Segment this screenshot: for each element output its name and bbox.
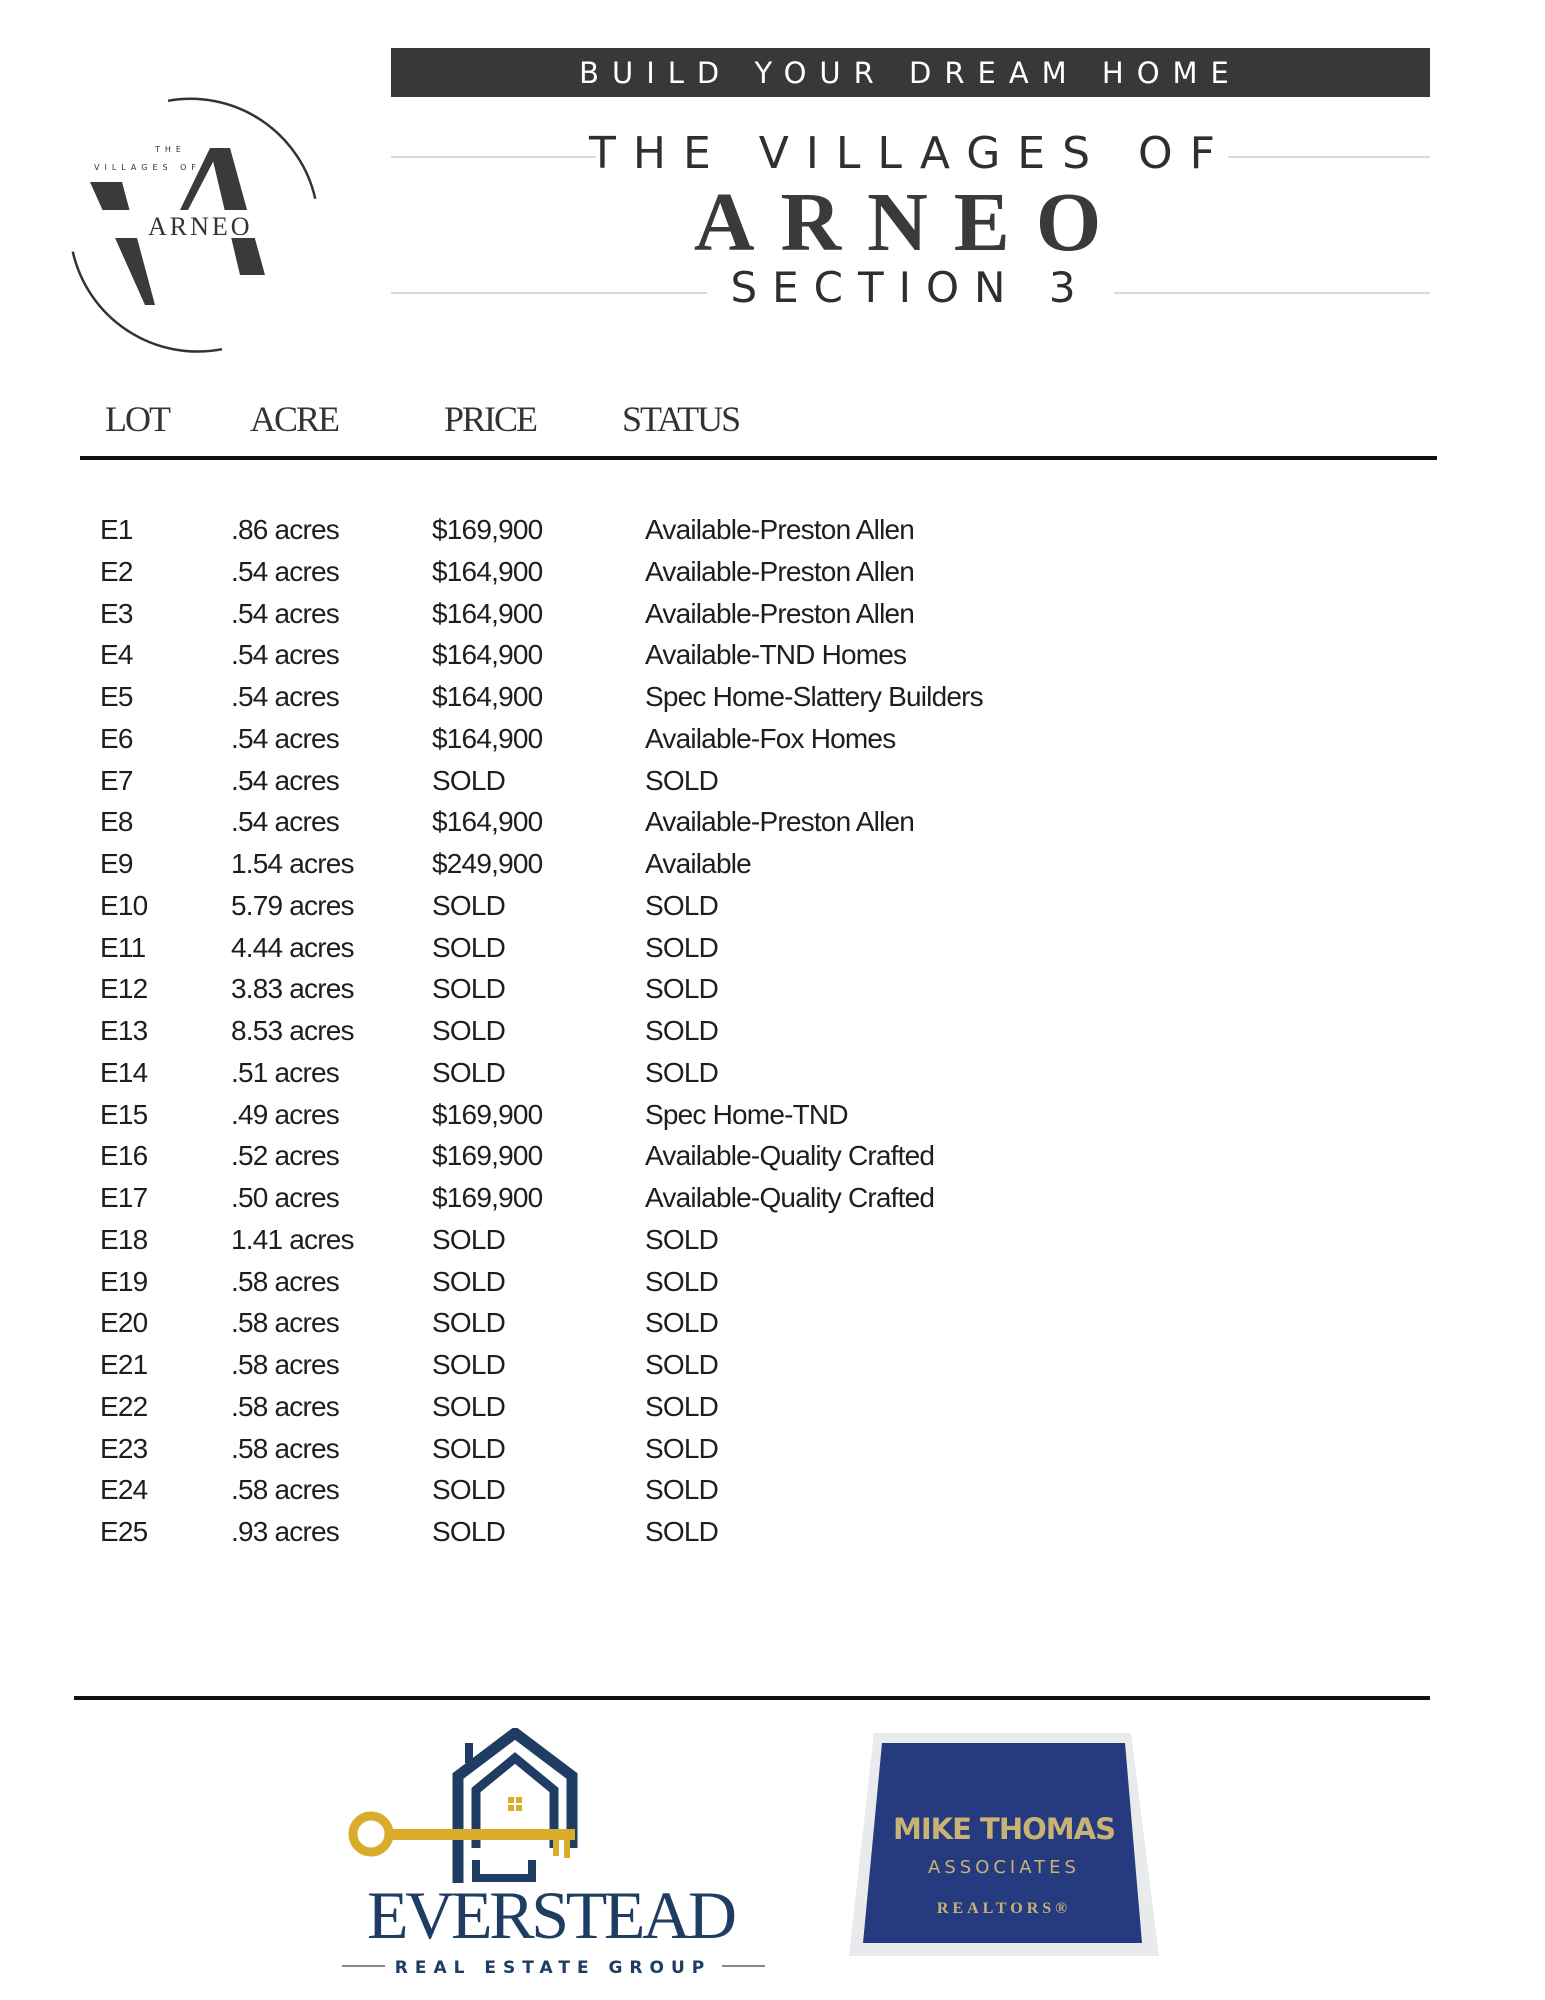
mike-thomas-logo [849, 1733, 1159, 1958]
table-row [0, 681, 1545, 721]
lot-cell: E20 [100, 1307, 148, 1339]
price-cell: SOLD [432, 973, 506, 1005]
lot-cell: E14 [100, 1056, 148, 1088]
price-cell: SOLD [432, 1516, 506, 1547]
table-row [0, 514, 1545, 554]
status-cell: Available-Quality Crafted [645, 1140, 935, 1172]
status-cell: Spec Home-Slattery Builders [645, 681, 983, 712]
lot-cell: E4 [100, 639, 133, 671]
table-row [0, 806, 1545, 846]
price-cell: $169,900 [432, 1140, 543, 1172]
table-row [0, 932, 1545, 972]
lot-cell: E19 [100, 1265, 148, 1297]
price-cell: $164,900 [432, 722, 543, 754]
header-price: PRICE [444, 399, 537, 439]
header-rule [80, 456, 1437, 460]
table-row [0, 1307, 1545, 1347]
table-row [0, 1516, 1545, 1556]
lot-cell: E12 [100, 973, 148, 1005]
price-cell: $164,900 [432, 681, 543, 712]
banner-tagline: BUILD YOUR DREAM HOME [391, 48, 1430, 97]
table-row [0, 639, 1545, 679]
price-cell: SOLD [432, 1349, 506, 1380]
price-cell: SOLD [432, 1307, 506, 1339]
table-row [0, 556, 1545, 596]
table-row [0, 1266, 1545, 1306]
status-cell: SOLD [645, 1390, 719, 1422]
lot-cell: E21 [100, 1349, 148, 1380]
status-cell: Available-Preston Allen [645, 555, 915, 587]
price-cell: $164,900 [432, 555, 543, 587]
lot-cell: E9 [100, 848, 133, 879]
acre-cell: 1.54 acres [231, 848, 354, 879]
acre-cell: .58 acres [231, 1390, 339, 1422]
price-cell: SOLD [432, 764, 506, 796]
lot-cell: E2 [100, 555, 133, 587]
lot-cell: E13 [100, 1015, 148, 1046]
lot-cell: E1 [100, 514, 133, 545]
price-cell: SOLD [432, 1390, 506, 1422]
acre-cell: .54 acres [231, 639, 339, 671]
lot-cell: E18 [100, 1223, 148, 1255]
status-cell: SOLD [645, 1265, 719, 1297]
status-cell: SOLD [645, 1307, 719, 1339]
acre-cell: .49 acres [231, 1098, 339, 1130]
lot-cell: E22 [100, 1390, 148, 1422]
mike-thomas-realtors: REALTORS® [936, 1900, 1072, 1917]
status-cell: Available-Preston Allen [645, 597, 915, 629]
price-cell: SOLD [432, 1474, 506, 1506]
acre-cell: .58 acres [231, 1265, 339, 1297]
acre-cell: 5.79 acres [231, 889, 354, 921]
lot-cell: E11 [100, 931, 146, 963]
table-row [0, 1015, 1545, 1055]
mike-thomas-associates: ASSOCIATES [928, 1857, 1080, 1878]
acre-cell: .93 acres [231, 1516, 339, 1547]
everstead-name: EVERSTEAD [367, 1877, 737, 1953]
header-status: STATUS [622, 399, 740, 439]
acre-cell: .54 acres [231, 764, 339, 796]
table-row [0, 1474, 1545, 1514]
lot-cell: E16 [100, 1140, 148, 1172]
price-cell: SOLD [432, 1432, 506, 1464]
header-acre: ACRE [250, 399, 339, 439]
price-cell: SOLD [432, 1015, 506, 1046]
logo-villages-text: VILLAGES OF [94, 163, 202, 172]
table-row [0, 1182, 1545, 1222]
lot-cell: E8 [100, 806, 133, 838]
acre-cell: .58 acres [231, 1307, 339, 1339]
table-row [0, 1433, 1545, 1473]
acre-cell: .86 acres [231, 514, 339, 545]
title-line1: THE VILLAGES OF [589, 128, 1232, 179]
status-cell: SOLD [645, 1056, 719, 1088]
status-cell: SOLD [645, 1015, 719, 1046]
lot-cell: E6 [100, 722, 133, 754]
status-cell: SOLD [645, 931, 719, 963]
price-cell: $164,900 [432, 597, 543, 629]
status-cell: SOLD [645, 1223, 719, 1255]
price-cell: $169,900 [432, 514, 543, 545]
everstead-logo [340, 1728, 770, 1978]
status-cell: Available-Preston Allen [645, 514, 915, 545]
acre-cell: .50 acres [231, 1182, 339, 1213]
mike-thomas-name: MIKE THOMAS [893, 1812, 1115, 1846]
logo-arneo-text: ARNEO [148, 212, 253, 241]
logo-the-text: THE [155, 145, 186, 154]
table-row [0, 890, 1545, 930]
table-row [0, 1391, 1545, 1431]
acre-cell: .54 acres [231, 722, 339, 754]
lot-cell: E10 [100, 889, 148, 921]
lot-cell: E24 [100, 1474, 148, 1506]
acre-cell: .54 acres [231, 597, 339, 629]
lot-cell: E7 [100, 764, 133, 796]
acre-cell: 1.41 acres [231, 1223, 354, 1255]
title-arneo: ARNEO [693, 176, 1128, 269]
lot-cell: E5 [100, 681, 133, 712]
status-cell: Available-TND Homes [645, 639, 907, 671]
status-cell: Available-Quality Crafted [645, 1182, 935, 1213]
price-cell: $169,900 [432, 1182, 543, 1213]
acre-cell: .51 acres [231, 1056, 339, 1088]
lot-cell: E25 [100, 1516, 148, 1547]
status-cell: SOLD [645, 1432, 719, 1464]
acre-cell: .58 acres [231, 1474, 339, 1506]
acre-cell: .54 acres [231, 681, 339, 712]
price-cell: SOLD [432, 931, 506, 963]
price-cell: SOLD [432, 889, 506, 921]
status-cell: SOLD [645, 1474, 719, 1506]
lot-cell: E3 [100, 597, 133, 629]
header-lot: LOT [105, 399, 169, 439]
acre-cell: .58 acres [231, 1432, 339, 1464]
status-cell: Available-Fox Homes [645, 722, 896, 754]
table-row [0, 1224, 1545, 1264]
status-cell: SOLD [645, 889, 719, 921]
status-cell: Available [645, 848, 751, 879]
table-row [0, 723, 1545, 763]
footer-rule [74, 1696, 1430, 1700]
status-cell: Spec Home-TND [645, 1098, 848, 1130]
price-cell: SOLD [432, 1056, 506, 1088]
table-row [0, 1099, 1545, 1139]
table-row [0, 848, 1545, 888]
price-cell: $169,900 [432, 1098, 543, 1130]
price-cell: $164,900 [432, 639, 543, 671]
price-cell: SOLD [432, 1223, 506, 1255]
status-cell: SOLD [645, 1516, 719, 1547]
table-row [0, 765, 1545, 805]
lot-cell: E15 [100, 1098, 148, 1130]
table-row [0, 598, 1545, 638]
table-row [0, 1057, 1545, 1097]
table-row [0, 1140, 1545, 1180]
table-row [0, 1349, 1545, 1389]
acre-cell: .54 acres [231, 806, 339, 838]
lot-cell: E17 [100, 1182, 148, 1213]
acre-cell: .58 acres [231, 1349, 339, 1380]
status-cell: SOLD [645, 764, 719, 796]
status-cell: SOLD [645, 973, 719, 1005]
price-cell: $249,900 [432, 848, 543, 879]
price-cell: SOLD [432, 1265, 506, 1297]
status-cell: Available-Preston Allen [645, 806, 915, 838]
status-cell: SOLD [645, 1349, 719, 1380]
acre-cell: 8.53 acres [231, 1015, 354, 1046]
arneo-logo [60, 90, 330, 360]
acre-cell: .52 acres [231, 1140, 339, 1172]
table-row [0, 973, 1545, 1013]
acre-cell: .54 acres [231, 555, 339, 587]
title-section: SECTION 3 [730, 263, 1091, 312]
acre-cell: 3.83 acres [231, 973, 354, 1005]
price-cell: $164,900 [432, 806, 543, 838]
everstead-tagline: REAL ESTATE GROUP [394, 1958, 712, 1978]
acre-cell: 4.44 acres [231, 931, 354, 963]
lot-cell: E23 [100, 1432, 148, 1464]
